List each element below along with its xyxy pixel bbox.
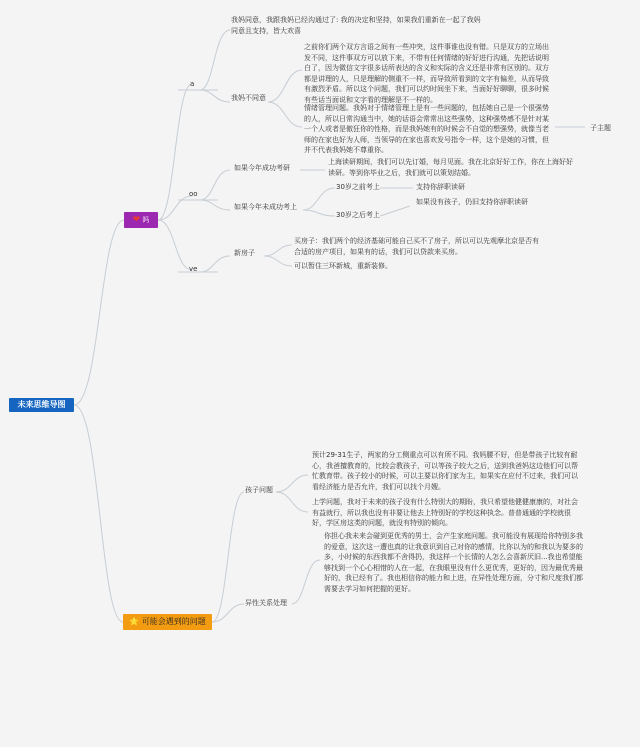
- connector-after30-text: [380, 206, 410, 216]
- branch-ve-label[interactable]: ve: [189, 265, 198, 273]
- connector-a-agree: [200, 30, 230, 90]
- connector-fail-before30: [303, 188, 335, 210]
- connector-root-branch2: [74, 405, 123, 622]
- branch-a-label[interactable]: a: [190, 80, 195, 88]
- kids-text1[interactable]: 预计29-31生子，两家的分工侧重点可以有所不同。我妈腰不好，但是带孩子比较有耐心，我爸擅教育的，比较会教孩子，可以等孩子较大之后，送到我爸妈这边他们可以帮忙教育带。孩子较小的时候，可以主要以你们家为主，如果实在应付不过来，我们可以看经济能力是否允许，我们可以找个月嫂。: [312, 451, 578, 491]
- connector-branch2-relation: [212, 604, 244, 622]
- before30-text[interactable]: 支持你辞职读研: [416, 183, 465, 191]
- star-icon: ⭐: [129, 617, 140, 626]
- connector-ve-house: [200, 256, 230, 272]
- agree-text[interactable]: 我妈同意，我跟我妈已经沟通过了: 我的决定和坚持，如果我们重新在一起了我妈同意且支持，皆大欢喜: [231, 16, 481, 35]
- connector-branch2-kids: [212, 492, 244, 622]
- connector-disagree-para2: [268, 102, 302, 127]
- connector-a-disagree: [200, 90, 230, 102]
- side-subtopic-label[interactable]: 子主题: [590, 124, 611, 132]
- disagree-label[interactable]: 我妈不同意: [231, 94, 266, 102]
- branch1-label: 吗: [142, 216, 150, 224]
- connector-root-branch1: [74, 220, 124, 405]
- connector-disagree-para1: [268, 70, 302, 102]
- after30-label[interactable]: 30岁之后考上: [336, 211, 380, 219]
- before30-label[interactable]: 30岁之前考上: [336, 183, 380, 191]
- branch1-node[interactable]: [124, 212, 158, 228]
- connector-oo-exam: [200, 170, 230, 200]
- relation-text[interactable]: 你担心我未来会碰到更优秀的男士，会产生家庭问题。我可能没有展现给你特别多我的爱意，这次这一遭也真的让我意识到自己对你的感情，比你以为的和我以为要多的多，小时候的东西我都不舍得扔，我这样一个长情的人怎么会喜新厌旧...我也希望能够找到一个心心相惜的人在一起，在我眼里没有什么更优秀，更好的，因为最优秀最好的，我已经有了。我也相信你的能力和上进，在异性处理方面，分寸和尺度我们都需要去学习如何把握的更好。: [324, 532, 583, 593]
- branch2-node[interactable]: [123, 614, 212, 630]
- connector-house-text2: [264, 256, 292, 266]
- branch2-label: 可能会遇到的问题: [141, 617, 206, 626]
- after30-text[interactable]: 如果没有孩子，仍旧支持你辞职读研: [416, 198, 528, 206]
- house-text1[interactable]: 买房子：我们两个的经济基础可能自己买不了房子，所以可以先观摩北京是否有合适的房产项目，如果有的话，我们可以贷款来买房。: [294, 237, 539, 256]
- root-node[interactable]: [9, 398, 74, 412]
- kids-text2[interactable]: 上学问题，我对于未来的孩子没有什么特别大的期盼，我只希望他健健康康的，对社会有益就行，所以我也没有非要让他去上特别好的学校这种执念。普普通通的学校就很好，学区房这类的问题，就没有特别的倾向。: [312, 498, 578, 528]
- house-label[interactable]: 新房子: [234, 249, 255, 257]
- connector-kids-text2: [276, 492, 308, 512]
- root-node-label: 未来思维导图: [17, 400, 66, 409]
- house-text2[interactable]: 可以暂住三环新城，重新装修。: [294, 262, 392, 270]
- connector-branch1-ve: [158, 220, 192, 270]
- connector-oo-fail: [200, 200, 230, 210]
- branch-oo-label[interactable]: oo: [189, 190, 198, 198]
- disagree-para1[interactable]: 之前你们两个双方言语之间有一些冲突，这件事谁也没有错。只是双方的立场出发不同，这件事双方可以放下来，不带有任何情绪的好好进行沟通，先把话说明白了，因为微信文字很多话所表达的含义和实际的含义还是非常有区别的。双方都是讲理的人，只是理解的侧重不一样，而导致所看到的文字有偏差，从而导致有激烈矛盾。所以这个问题，我们可以约时间坐下来，当面好好聊聊，很多时候有些话当面说和文字看的理解是不一样的。: [304, 43, 549, 104]
- disagree-para2[interactable]: 情绪管理问题。我妈对于情绪管理上是有一些问题的，包括她自己是一个很强势的人，所以日常沟通当中，她的话语会常常出这些强势，这种强势感不是针对某一个人或者是傲狂你的性格，而是我妈她有的时候会不自觉的想强势，就像当老师的在家也好为人师，当领导的在家也喜欢发号指令一样，这个是她的习惯，但并不代表我妈她不尊重你。: [304, 104, 549, 155]
- connector-fail-after30: [303, 210, 335, 216]
- relation-label[interactable]: 异性关系处理: [245, 599, 287, 607]
- exam-fail-label[interactable]: 如果今年未成功考上: [234, 203, 297, 211]
- heart-icon: ❤: [132, 215, 141, 225]
- kids-label[interactable]: 孩子问题: [245, 486, 273, 494]
- connector-relation-text: [292, 560, 320, 604]
- exam-success-label[interactable]: 如果今年成功考研: [234, 164, 290, 172]
- connector-house-text1: [264, 245, 292, 256]
- connector-kids-text1: [276, 475, 308, 492]
- exam-success-text[interactable]: 上海读研期间，我们可以先订婚，每月见面。我在北京好好工作，你在上海好好读研。等到你毕业之后，我们就可以策划结婚。: [328, 158, 573, 177]
